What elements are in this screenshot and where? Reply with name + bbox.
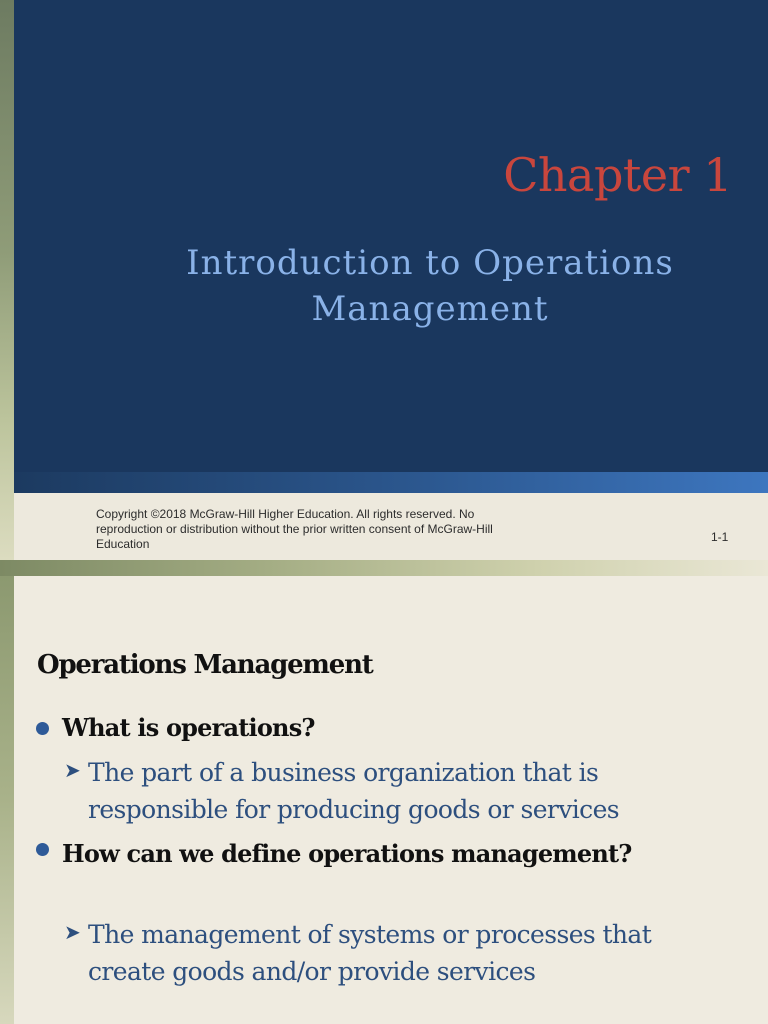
arrow-bullet-icon: ➤ bbox=[64, 758, 81, 782]
bullet-answer: The management of systems or processes that create goods and/or provide services bbox=[88, 920, 652, 986]
chapter-subtitle bbox=[90, 240, 768, 332]
title-background bbox=[14, 0, 768, 472]
copyright-notice: Copyright ©2018 McGraw-Hill Higher Education. All rights reserved. No reproduction or distribution without the prior written consent of McGraw-Hill Education bbox=[96, 507, 493, 551]
bullet-question: How can we define operations management? bbox=[62, 839, 632, 868]
subtitle-line-2: Management bbox=[311, 289, 549, 329]
blue-accent-band bbox=[14, 472, 768, 493]
content-slide bbox=[0, 560, 768, 1024]
slide-number: 1-1 bbox=[711, 530, 729, 544]
top-accent-bar bbox=[0, 560, 768, 576]
blue-dot-bullet-icon bbox=[36, 722, 49, 735]
chapter-title: Chapter 1 bbox=[503, 148, 732, 202]
left-accent-bar bbox=[0, 576, 14, 1024]
bullet-answer: The part of a business organization that is responsible for producing goods or services bbox=[88, 758, 620, 824]
arrow-bullet-icon: ➤ bbox=[64, 920, 81, 944]
left-accent-bar bbox=[0, 0, 14, 560]
subtitle-line-1: Introduction to Operations bbox=[186, 243, 674, 283]
blue-dot-bullet-icon bbox=[36, 843, 49, 856]
bullet-question: What is operations? bbox=[62, 713, 315, 742]
slide-heading: Operations Management bbox=[37, 650, 373, 680]
